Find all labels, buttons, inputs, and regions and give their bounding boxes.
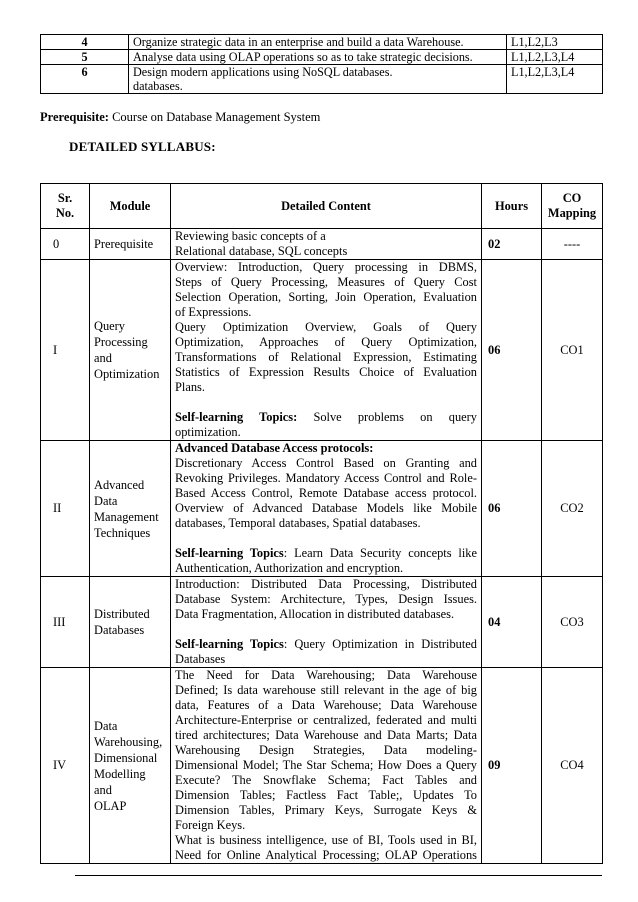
co-levels: L1,L2,L3	[507, 35, 603, 50]
content-line: Relational database, SQL concepts	[175, 244, 348, 258]
prerequisite-text: Course on Database Management System	[108, 110, 321, 124]
table-row	[41, 441, 603, 577]
content-line: of Expressions.	[175, 305, 252, 319]
header-sr-no	[41, 184, 90, 229]
table-row	[41, 50, 603, 65]
header-text: Sr.	[57, 191, 73, 205]
self-learning-label: Self-learning Topics:	[175, 410, 298, 424]
prerequisite-label: Prerequisite:	[40, 110, 109, 124]
self-learning-line: optimization.	[175, 425, 241, 439]
content-cell	[171, 577, 482, 668]
module-line: Advanced	[94, 477, 145, 492]
self-learning-text: Solve problems on query	[297, 410, 477, 424]
self-learning-label: Self-learning Topics	[175, 637, 284, 651]
self-learning-line	[175, 637, 477, 652]
content-line: Reviewing basic concepts of a	[175, 229, 326, 243]
co-outcome-line: Design modern applications using NoSQL databases.	[133, 65, 393, 79]
module-cell	[90, 260, 171, 441]
header-module: Module	[90, 184, 171, 229]
content-line: Foreign Keys.	[175, 818, 246, 832]
module-cell	[90, 668, 171, 864]
content-line: Overview of Advanced Database Models like Mobile	[175, 501, 477, 515]
co-levels: L1,L2,L3,L4	[507, 65, 603, 94]
content-line: Architecture-Enterprise or centralized, federated and multi	[175, 713, 477, 727]
sr-no-cell: IV	[41, 668, 90, 864]
content-line: Statistics of Expression Results Choice of Evaluation	[175, 365, 477, 379]
content-line: Introduction: Distributed Data Processing, Distributed	[175, 577, 477, 591]
header-text: No.	[55, 206, 75, 220]
content-line: Dimensional Model; The Star Schema; How Does a Query	[175, 758, 477, 772]
hours-cell: 06	[482, 441, 542, 577]
hours-cell: 04	[482, 577, 542, 668]
co-number: 4	[41, 35, 129, 50]
table-row	[41, 668, 603, 864]
table-row	[41, 577, 603, 668]
content-line: Data Fragmentation, Allocation in distributed databases.	[175, 607, 455, 621]
content-cell	[171, 441, 482, 577]
table-row	[41, 229, 603, 260]
module-line: Warehousing,	[94, 734, 163, 749]
co-number: 5	[41, 50, 129, 65]
content-line: What is business intelligence, use of BI, Tools used in BI,	[175, 833, 477, 847]
content-line: Warehousing Design Strategies, Data modeling-	[175, 743, 477, 757]
course-outcomes-table	[40, 34, 603, 94]
content-line: Plans.	[175, 380, 205, 394]
header-detailed-content: Detailed Content	[171, 184, 482, 229]
content-line: Defined; Is data warehouse still relevant in the age of big	[175, 683, 477, 697]
content-line: Need for Online Analytical Processing; OLAP Operations	[175, 848, 477, 862]
table-header-row	[41, 184, 603, 229]
sr-no-cell: III	[41, 577, 90, 668]
content-line: Dimension Tables; Factless Fact Table;, Updates To	[175, 788, 477, 802]
module-line: Management	[94, 509, 159, 524]
content-cell	[171, 229, 482, 260]
content-line: Revoking Privileges. Mandatory Access Control and Role-	[175, 471, 477, 485]
module-cell: Prerequisite	[90, 229, 171, 260]
content-line: Transformations of Relational Expression, Estimating	[175, 350, 477, 364]
module-line: OLAP	[94, 798, 127, 813]
co-outcome	[129, 65, 507, 94]
content-line: Execute? The Snowflake Schema; Fact Tables and	[175, 773, 477, 787]
co-mapping-cell: CO3	[542, 577, 603, 668]
prerequisite-line	[40, 110, 320, 125]
table-row	[41, 65, 603, 94]
table-row	[41, 35, 603, 50]
header-hours: Hours	[482, 184, 542, 229]
content-line: Steps of Query Processing, Measures of Query Cost	[175, 275, 477, 289]
content-line: Discretionary Access Control Based on Granting and	[175, 456, 477, 470]
spacer	[175, 395, 477, 410]
co-mapping-cell: ----	[542, 229, 603, 260]
self-learning-label: Self-learning Topics	[175, 546, 284, 560]
header-co-mapping	[542, 184, 603, 229]
module-line: Databases	[94, 623, 145, 637]
content-cell	[171, 260, 482, 441]
co-mapping-cell: CO1	[542, 260, 603, 441]
hours-cell: 06	[482, 260, 542, 441]
module-cell	[90, 577, 171, 668]
syllabus-heading: DETAILED SYLLABUS:	[69, 139, 216, 154]
syllabus-table	[40, 183, 603, 864]
footer-divider	[75, 875, 602, 876]
self-learning-line: Authentication, Authorization and encryption.	[175, 561, 404, 575]
self-learning-line	[175, 410, 477, 425]
module-line: Query	[94, 319, 125, 333]
hours-cell: 09	[482, 668, 542, 864]
content-line: Optimization, Approaches of Query Optimization,	[175, 335, 477, 349]
content-line: databases, Temporal databases, Spatial databases.	[175, 516, 421, 530]
module-line: and	[94, 782, 112, 797]
spacer	[175, 622, 477, 637]
co-mapping-cell: CO2	[542, 441, 603, 577]
header-text: Mapping	[547, 206, 597, 220]
content-cell	[171, 668, 482, 864]
content-line: Overview: Introduction, Query processing in DBMS,	[175, 260, 477, 274]
content-line: Selection Operation, Sorting, Join Operation, Evaluation	[175, 290, 477, 304]
self-learning-line: Databases	[175, 652, 226, 666]
content-line: Based Access Control, Remote Database access protocol.	[175, 486, 477, 500]
module-cell	[90, 441, 171, 577]
content-line: Database System: Architecture, Types, Design Issues.	[175, 592, 477, 606]
content-line: tired architectures; Data Warehouse and Data Marts; Data	[175, 728, 477, 742]
spacer	[175, 531, 477, 546]
module-line: Techniques	[94, 525, 151, 540]
module-line: Optimization	[94, 367, 160, 381]
hours-cell: 02	[482, 229, 542, 260]
module-line: Dimensional	[94, 750, 158, 765]
content-line: Dimension Tables, Primary Keys, Surrogate Keys &	[175, 803, 477, 817]
co-levels: L1,L2,L3,L4	[507, 50, 603, 65]
content-title: Advanced Database Access protocols:	[175, 441, 374, 455]
co-outcome: Organize strategic data in an enterprise and build a data Warehouse.	[129, 35, 507, 50]
content-line: The Need for Data Warehousing; Data Warehouse	[175, 668, 477, 682]
self-learning-text: : Learn Data Security concepts like	[283, 546, 477, 560]
header-text: CO	[562, 191, 582, 205]
sr-no-cell: 0	[41, 229, 90, 260]
module-line: Modelling	[94, 766, 146, 781]
module-line: Data	[94, 718, 118, 733]
content-line: Query Optimization Overview, Goals of Query	[175, 320, 477, 334]
co-number: 6	[41, 65, 129, 94]
sr-no-cell: II	[41, 441, 90, 577]
module-line: Processing	[94, 335, 148, 349]
content-line: data, Features of a Data Warehouse; Data Warehouse	[175, 698, 477, 712]
table-row	[41, 260, 603, 441]
module-line: and	[94, 351, 112, 365]
co-outcome-line: databases.	[133, 79, 183, 93]
self-learning-text: : Query Optimization in Distributed	[283, 637, 477, 651]
co-outcome: Analyse data using OLAP operations so as to take strategic decisions.	[129, 50, 507, 65]
module-line: Distributed	[94, 607, 150, 621]
self-learning-line	[175, 546, 477, 561]
co-mapping-cell: CO4	[542, 668, 603, 864]
sr-no-cell: I	[41, 260, 90, 441]
module-line: Data	[94, 493, 118, 508]
